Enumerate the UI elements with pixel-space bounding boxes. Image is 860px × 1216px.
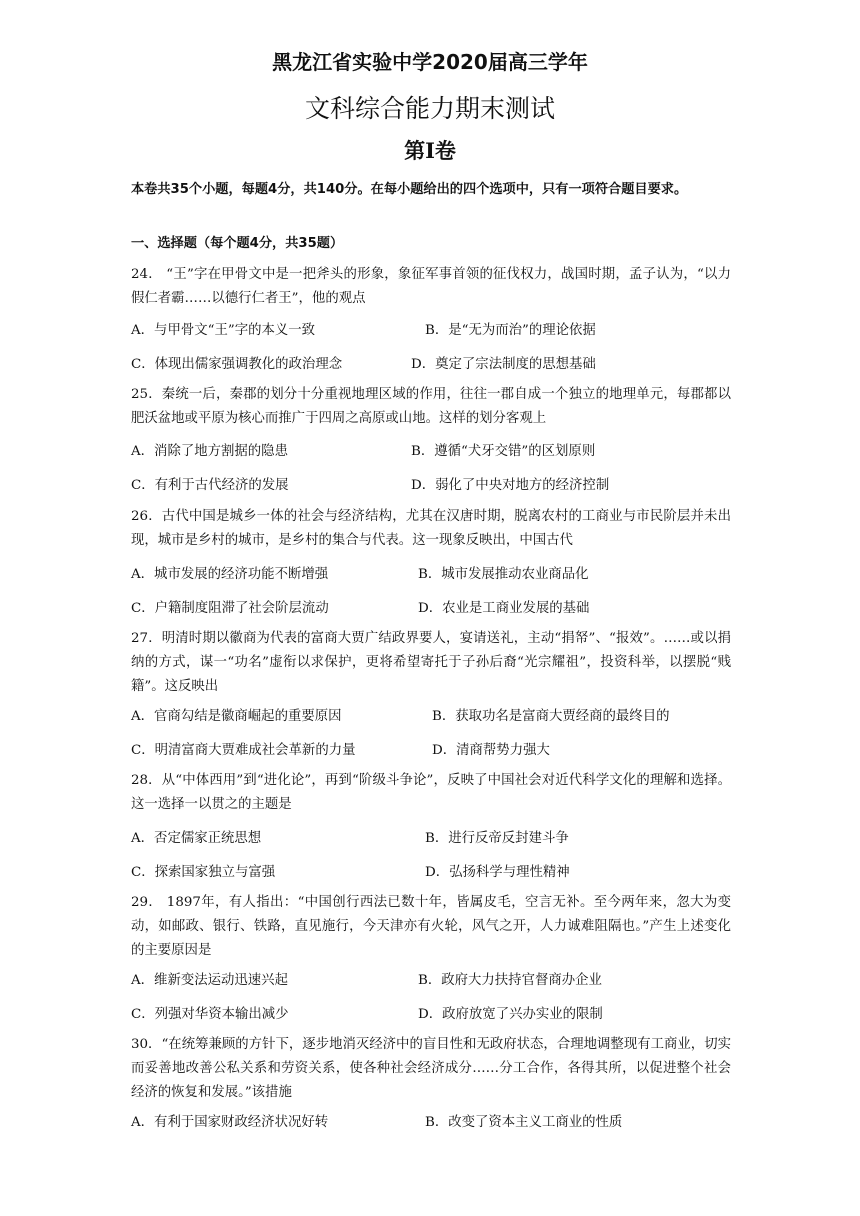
option-28-d: D．弘扬科学与理性精神 (425, 865, 570, 880)
question-stem-27: 27．明清时期以徽商为代表的富商大贾广结政界要人，宴请送礼，主动“捐帑”、“报效”。……或以捐纳的方式，谋一“功名”虚衔以求保护，更将希望寄托于子孙后裔“光宗耀祖”，投资科举，以摆脱“贱籍”。这反映出 (131, 631, 731, 694)
option-28-b: B．进行反帝反封建斗争 (425, 831, 569, 846)
option-27-b: B．获取功名是富商大贾经商的最终目的 (432, 709, 670, 724)
volume-label: 第Ⅰ卷 (404, 138, 456, 163)
exam-subtitle: 文科综合能力期末测试 (304, 94, 555, 123)
option-29-d: D．政府放宽了兴办实业的限制 (418, 1007, 603, 1022)
option-27-d: D．清商帮势力强大 (432, 743, 550, 758)
option-24-c: C．体现出儒家强调教化的政治理念 (131, 357, 343, 372)
option-29-b: B．政府大力扶持官督商办企业 (418, 973, 602, 988)
option-25-b: B．遵循“犬牙交错”的区划原则 (411, 444, 596, 459)
option-30-a: A．有利于国家财政经济状况好转 (131, 1115, 329, 1130)
question-stem-30: 30．“在统筹兼顾的方针下，逐步地消灭经济中的盲目性和无政府状态，合理地调整现有工商业，切实而妥善地改善公私关系和劳资关系，使各种社会经济成分……分工合作，各得其所，以促进整个社会经济的恢复和发展。”该措施 (131, 1037, 731, 1100)
option-25-d: D．弱化了中央对地方的经济控制 (411, 478, 610, 493)
option-24-b: B．是“无为而治”的理论依据 (425, 323, 596, 338)
option-30-b: B．改变了资本主义工商业的性质 (425, 1115, 623, 1130)
option-26-b: B．城市发展推动农业商品化 (418, 567, 589, 582)
option-27-c: C．明清富商大贾难成社会革新的力量 (131, 743, 356, 758)
option-25-c: C．有利于古代经济的发展 (131, 478, 289, 493)
option-28-c: C．探索国家独立与富强 (131, 865, 276, 880)
instructions: 本卷共35个小题，每题4分，共140分。在每小题给出的四个选项中，只有一项符合题目要求。 (131, 182, 688, 197)
option-25-a: A．消除了地方割据的隐患 (131, 444, 288, 459)
option-27-a: A．官商勾结是徽商崛起的重要原因 (131, 709, 342, 724)
option-28-a: A．否定儒家正统思想 (131, 831, 262, 846)
question-stem-24: 24． “王”字在甲骨文中是一把斧头的形象，象征军事首领的征伐权力，战国时期，孟子认为，“以力假仁者霸……以德行仁者王”，他的观点 (131, 267, 731, 306)
question-stem-28: 28．从“中体西用”到“进化论”，再到“阶级斗争论”，反映了中国社会对近代科学文化的理解和选择。这一选择一以贯之的主题是 (131, 773, 731, 812)
exam-title: 黑龙江省实验中学2020届高三学年 (272, 50, 588, 74)
option-26-a: A．城市发展的经济功能不断增强 (131, 567, 329, 582)
question-stem-29: 29． 1897年，有人指出：“中国创行西法已数十年，皆属皮毛，空言无补。至今两年来，忽大为变动，如邮政、银行、铁路，直见施行，今天津亦有火轮，风气之开，人力诚难阻隔也。”产生上述变化的主要原因是 (131, 895, 731, 958)
section-title: 一、选择题（每个题4分，共35题） (131, 236, 344, 251)
question-stem-26: 26．古代中国是城乡一体的社会与经济结构，尤其在汉唐时期，脱离农村的工商业与市民阶层并未出现，城市是乡村的城市，是乡村的集合与代表。这一现象反映出，中国古代 (131, 509, 731, 548)
option-24-d: D．奠定了宗法制度的思想基础 (411, 357, 596, 372)
option-26-c: C．户籍制度阻滞了社会阶层流动 (131, 601, 329, 616)
option-29-c: C．列强对华资本输出减少 (131, 1007, 289, 1022)
question-stem-25: 25．秦统一后，秦郡的划分十分重视地理区域的作用，往往一郡自成一个独立的地理单元，每郡都以肥沃盆地或平原为核心而推广于四周之高原或山地。这样的划分客观上 (131, 387, 731, 426)
option-29-a: A．维新变法运动迅速兴起 (131, 973, 288, 988)
option-24-a: A．与甲骨文“王”字的本义一致 (131, 323, 316, 338)
option-26-d: D．农业是工商业发展的基础 (418, 601, 590, 616)
